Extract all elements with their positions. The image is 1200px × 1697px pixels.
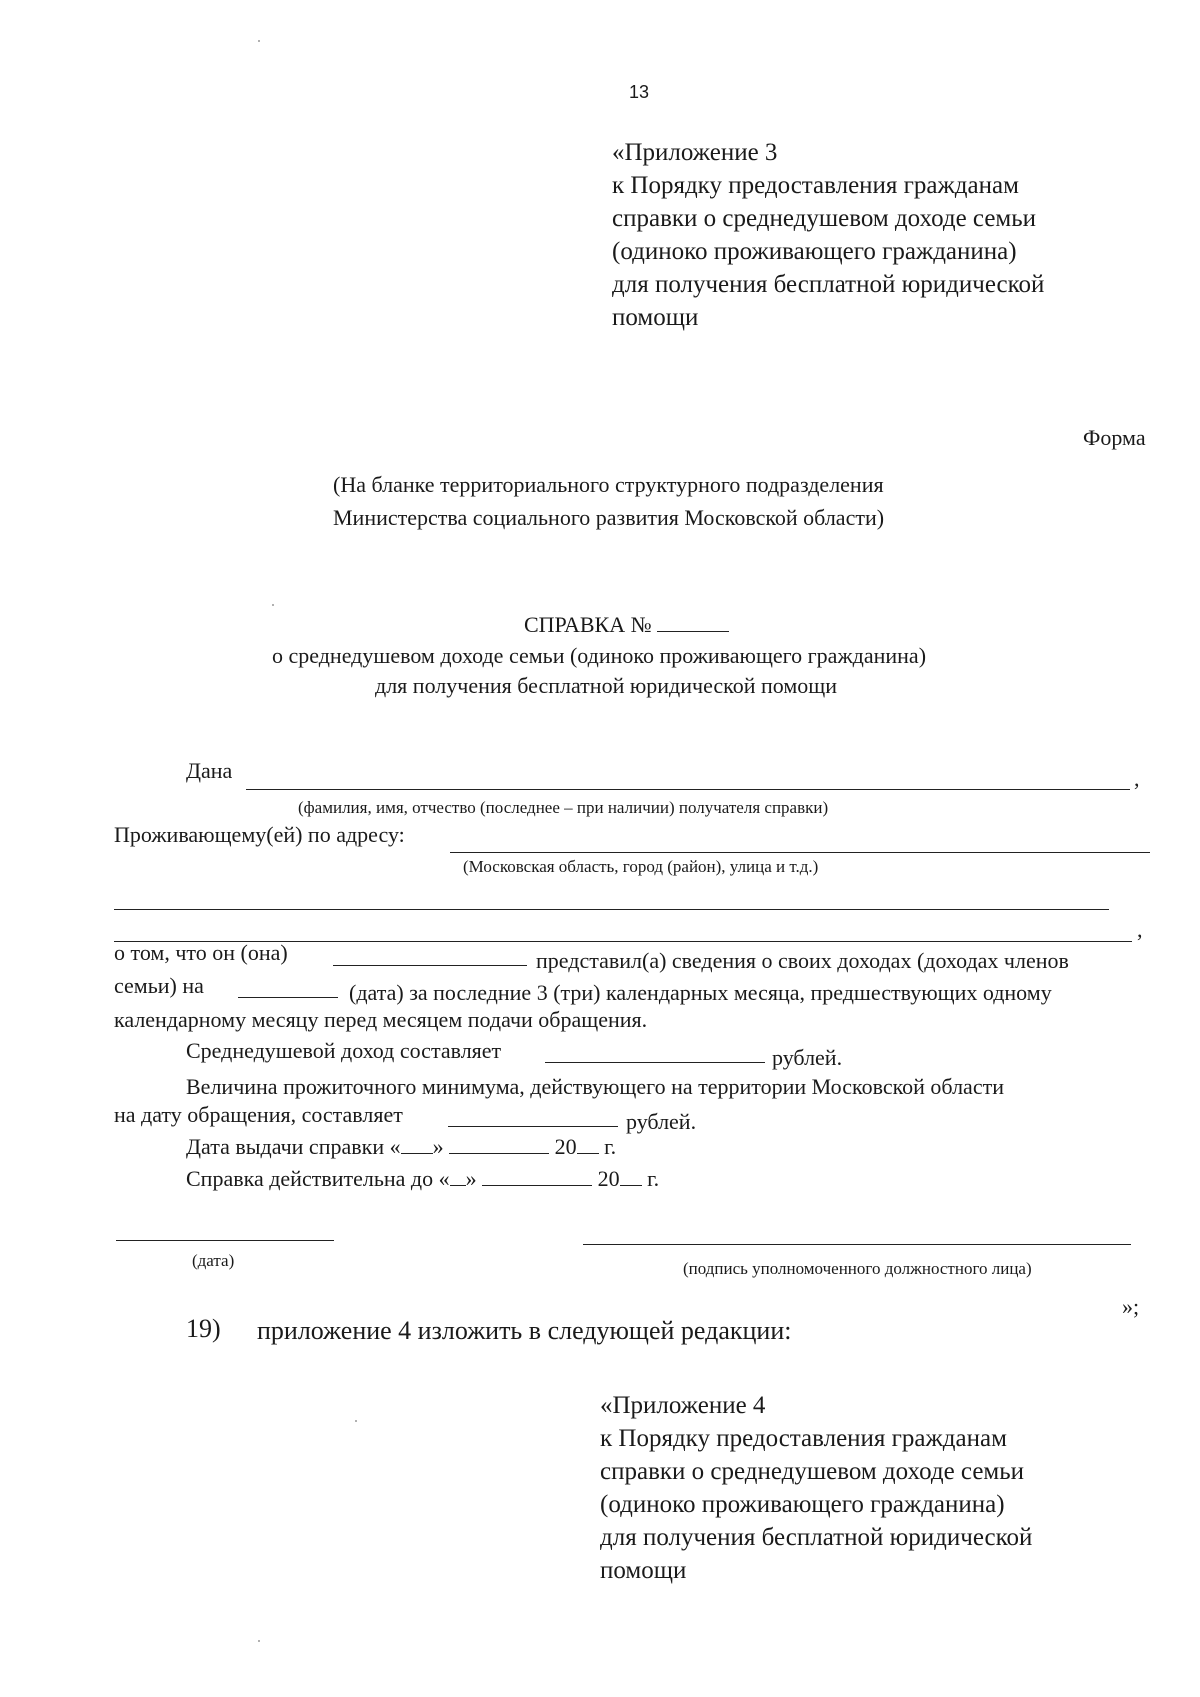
appendix3-line: «Приложение 3 [612,139,778,166]
scan-speck [272,604,274,606]
certificate-title [524,612,729,638]
scan-speck [258,1640,260,1642]
issue-date-row [186,1134,616,1160]
appendix3-line: для получения бесплатной юридической [612,271,1045,298]
appendix3-line: (одиноко проживающего гражданина) [612,238,1017,265]
date-blank [238,997,338,998]
item19-number: 19) [186,1314,221,1343]
avg-income-label: Среднедушевой доход составляет [186,1038,502,1063]
issue-quote-close: » [432,1134,444,1159]
body-line-3: календарному месяцу перед месяцем подачи обращения. [114,1007,648,1032]
appendix3-line: к Порядку предоставления гражданам [612,172,1019,199]
closing-mark: »; [1122,1294,1140,1319]
certificate-title-text: СПРАВКА № [524,612,652,637]
date-signature-line [116,1240,334,1241]
appendix4-block [600,1389,1032,1587]
letterhead-line-1: (На бланке территориального структурного подразделения [333,472,884,497]
issue-day-blank [401,1152,433,1154]
issue-date-label: Дата выдачи справки « [186,1134,401,1159]
item19-text: приложение 4 изложить в следующей редакции: [257,1316,792,1345]
appendix4-line: справки о среднедушевом доходе семьи [600,1458,1025,1485]
address-caption: (Московская область, город (район), улица и т.д.) [463,857,819,876]
avg-income-blank [545,1062,765,1063]
appendix4-line: для получения бесплатной юридической [600,1524,1033,1551]
valid-until-label: Справка действительна до « [186,1166,450,1191]
submitted-by-blank [333,965,527,966]
letterhead-line-2: Министерства социального развития Московской области) [333,505,885,530]
form-label: Форма [1083,425,1146,450]
appendix3-line: помощи [612,304,699,331]
issue-year-prefix: 20 [554,1134,577,1159]
date-caption: (дата) [192,1251,235,1270]
subsistence-blank [448,1126,618,1127]
issue-year-suffix: г. [604,1134,617,1159]
issued-to-label: Дана [186,758,233,783]
issue-month-blank [449,1152,549,1154]
official-signature-caption: (подпись уполномоченного должностного лица) [683,1259,1032,1278]
appendix3-line: справки о среднедушевом доходе семьи [612,205,1037,232]
appendix4-line: (одиноко проживающего гражданина) [600,1491,1005,1518]
body-line-2a: семьи) на [114,973,204,998]
certificate-subtitle-1: о среднедушевом доходе семьи (одиноко проживающего гражданина) [272,643,927,668]
valid-year-blank [620,1184,642,1186]
body-line-2b: (дата) за последние 3 (три) календарных месяца, предшествующих одному [349,980,1052,1005]
scan-speck [355,1420,357,1422]
address-line-2 [114,909,1109,910]
valid-month-blank [482,1184,592,1186]
appendix4-line: «Приложение 4 [600,1392,766,1419]
address-label: Проживающему(ей) по адресу: [114,822,405,847]
valid-day-blank [450,1184,466,1186]
appendix4-line: к Порядку предоставления гражданам [600,1425,1007,1452]
address-comma: , [1137,917,1143,942]
avg-income-rubles: рублей. [772,1045,843,1070]
certificate-number-blank [657,630,729,632]
official-signature-line [583,1244,1131,1245]
issued-to-comma: , [1134,766,1140,791]
valid-until-row [186,1166,659,1192]
subsistence-line-2: на дату обращения, составляет [114,1102,403,1127]
address-line [450,852,1150,853]
body-line-1a: о том, что он (она) [114,940,288,965]
appendix3-block [612,136,1044,334]
scan-speck [258,40,260,42]
valid-year-prefix: 20 [597,1166,620,1191]
issued-to-caption: (фамилия, имя, отчество (последнее – при наличии) получателя справки) [298,798,829,817]
subsistence-line-1: Величина прожиточного минимума, действующего на территории Московской области [186,1074,1004,1099]
appendix4-line: помощи [600,1557,687,1584]
page-number: 13 [629,82,650,102]
valid-quote-close: » [465,1166,477,1191]
issue-year-blank [577,1152,599,1154]
body-line-1b: представил(а) сведения о своих доходах (доходах членов [536,948,1069,973]
valid-year-suffix: г. [647,1166,660,1191]
certificate-subtitle-2: для получения бесплатной юридической помощи [375,673,837,698]
subsistence-rubles: рублей. [626,1109,697,1134]
issued-to-line [246,789,1130,790]
